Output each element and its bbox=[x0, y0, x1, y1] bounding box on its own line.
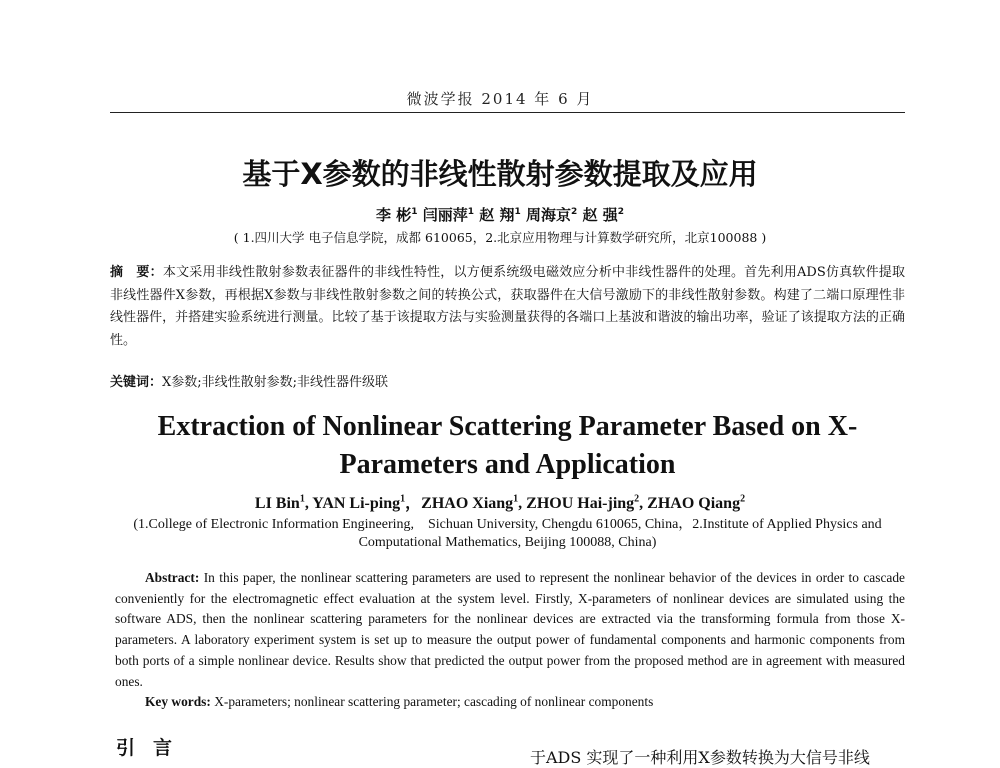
header-rule bbox=[110, 112, 905, 113]
author-cn-affil-mark: 2 bbox=[617, 207, 624, 217]
keywords-en-label: Key words: bbox=[145, 694, 211, 709]
title-en: Extraction of Nonlinear Scattering Parameter Based on X-Parameters and Application bbox=[157, 411, 858, 480]
intro-heading: 引言 bbox=[116, 737, 191, 759]
intro-text-fragment: 于ADS 实现了一种利用X参数转换为大信号非线 bbox=[530, 748, 870, 767]
author-en-affil-mark: 1 bbox=[299, 493, 305, 505]
affiliation-cn: ( 1.四川大学 电子信息学院，成都 610065，2.北京应用物理与计算数学研究所，北京100088 ) bbox=[233, 230, 767, 245]
author-en: ZHOU Hai-jing$^2$ bbox=[526, 493, 640, 512]
abstract-cn-text: 本文采用非线性散射参数表征器件的非线性特性，以方便系统级电磁效应分析中非线性器件的处理。首先利用ADS仿真软件提取非线性器件X参数，再根据X参数与非线性散射参数之间的转换公式，获取器件在大信号激励下的非线性散射参数。构建了二端口原理性非线性器件，并搭建实验系统进行测量。比较了基于该提取方法与实验测量获得的各端口上基波和谐波的输出功率，验证了该提取方法的正确性。 bbox=[110, 265, 905, 348]
author-cn-affil-mark: 1 bbox=[514, 207, 521, 217]
author-en-affil-mark: 2 bbox=[634, 493, 640, 505]
abstract-cn-label: 摘 要： bbox=[110, 265, 163, 280]
author-cn: 赵 强$^2$ bbox=[582, 206, 624, 224]
author-en: ZHAO Qiang$^2$ bbox=[647, 493, 746, 512]
title-cn: 基于X参数的非线性散射参数提取及应用 bbox=[242, 157, 758, 191]
author-en-affil-mark: 1 bbox=[400, 493, 406, 505]
author-cn: 李 彬$^1$ bbox=[376, 206, 418, 224]
abstract-en-text: In this paper, the nonlinear scattering parameters are used to represent the nonlinear behavior of the devices in order to cascade conveniently for the electromagnetic effect evaluation at the system level. Firstly, X-parameters of nonlinear devices are simulated using the software ADS, then the nonlinear scattering parameters for the nonlinear devices are extracted via the transforming formula from those X-parameters. A laboratory experiment system is set up to measure the output power of fundamental components and harmonic components from both ports of a simple nonlinear device. Results show that predicted the output power from the proposed method are in agreement with measured ones. bbox=[115, 570, 905, 689]
author-en: YAN Li-ping$^1$ bbox=[312, 493, 406, 512]
abstract-en bbox=[115, 568, 905, 692]
author-en: ZHAO Xiang$^1$ bbox=[421, 493, 519, 512]
affiliation-en: (1.College of Electronic Information Engineering, Sichuan University, Chengdu 610065, China，2.Institute of Applied Physics and Computational Mathematics, Beijing 100088, China) bbox=[133, 517, 882, 550]
author-cn-affil-mark: 1 bbox=[467, 207, 475, 217]
author-cn: 周海京$^2$ bbox=[525, 206, 578, 224]
journal-header: 微波学报 2014 年 6 月 bbox=[406, 90, 594, 108]
keywords-cn bbox=[110, 372, 905, 395]
abstract-cn bbox=[110, 262, 905, 368]
author-cn-affil-mark: 1 bbox=[411, 207, 418, 217]
abstract-en-label: Abstract: bbox=[145, 570, 200, 585]
author-cn: 闫丽萍$^1$ bbox=[422, 206, 475, 224]
keywords-en bbox=[145, 694, 905, 710]
author-cn-affil-mark: 2 bbox=[571, 207, 578, 217]
author-en-affil-mark: 2 bbox=[740, 493, 746, 505]
authors-cn bbox=[0, 204, 1000, 225]
keywords-cn-label: 关键词： bbox=[110, 375, 163, 390]
author-en: LI Bin$^1$ bbox=[254, 493, 305, 512]
keywords-cn-text: X参数;非线性散射参数;非线性器件级联 bbox=[162, 375, 389, 390]
authors-en: LI Bin$^1$, YAN Li-ping$^1$，ZHAO Xiang$^1$, ZHOU Hai-jing$^2$, ZHAO Qiang$^2$ bbox=[254, 493, 746, 512]
keywords-en-text: X-parameters; nonlinear scattering parameter; cascading of nonlinear components bbox=[214, 694, 654, 709]
author-en-affil-mark: 1 bbox=[513, 493, 519, 505]
author-cn: 赵 翔$^1$ bbox=[479, 206, 521, 224]
